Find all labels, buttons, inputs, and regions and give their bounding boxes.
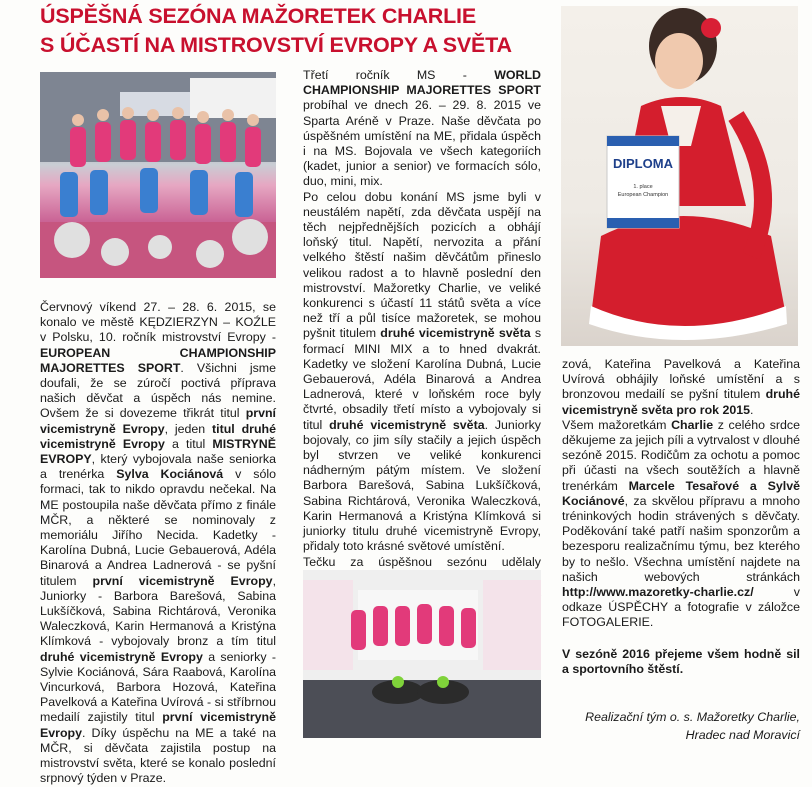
text-run: a titul (164, 436, 213, 451)
text-run: Po celou dobu konání MS jsme byli v neustálém napětí, zda děvčata uspějí na těch nejpřednějších pozicích a obhájí loňský titul. Napětí, nervozita a přání velkého štěstí našim děvčátům přineslo velikou radost a to hlavně poslední den mistrovství. Mažoretky Charlie, ve veliké konkurenci s účastí 11 států světa a více než tří a půl tisíce mažoretek, se mohou pyšnit titulem (303, 189, 541, 341)
text-run: v odkaze ÚSPĚCHY a fotografie v záložce FOTOGALERIE. (562, 585, 800, 630)
column-1-paragraph (40, 300, 276, 787)
credit-line-1: Realizační tým o. s. Mažoretky Charlie, (585, 710, 800, 724)
stage-photo (303, 570, 541, 738)
column-2-paragraph-2 (303, 190, 541, 555)
title-highlight: druhé vicemistryně světa (380, 326, 531, 341)
author-credit (562, 708, 800, 744)
diploma-champion: European Champion (617, 192, 669, 198)
text-run: zová, Kateřina Pavelková a Kateřina Uvírová obhájily loňské umístění a s bronzovou medailí se pyšní titulem (562, 357, 800, 402)
title-line-2: S ÚČASTÍ NA MISTROVSTVÍ EVROPY A SVĚTA (40, 33, 512, 57)
event-name-wc: WORLD CHAMPIONSHIP MAJORETTES SPORT (303, 68, 541, 98)
text-run: , jeden (164, 421, 213, 436)
text-run: , který vybojovala naše seniorka a trenérka (40, 452, 276, 482)
diploma-word: DIPLOMA (613, 156, 673, 171)
text-run: probíhal ve dnech 26. – 29. 8. 2015 ve Sparta Aréně v Praze. Naše děvčata po úspěšném umístění na ME, přidala úspěch i na MS. Bojovala ve všech kategoriích (kadet, junior a senior) ve formacích sólo, duo, mini, mix. (303, 98, 541, 189)
team-photo (40, 72, 276, 278)
title-highlight: MISTRYNĚ EVROPY (40, 436, 276, 467)
website-link[interactable]: http://www.mazoretky-charlie.cz/ (562, 585, 754, 600)
text-run: . (750, 402, 754, 417)
award-photo (561, 6, 798, 346)
text-run: , Juniorky - Barbora Barešová, Sabina Lukšíčková, Sabina Richtárová, Veronika Waleczková, Karin Hermanová a Kristýna Klímková - vybojovaly bronz a tím titul (40, 573, 277, 649)
award-photo-illustration (561, 6, 798, 346)
text-run: Červnový víkend 27. – 28. 6. 2015, se konalo ve městě KĘDZIERZYN – KOŹLE v Polsku, 10. ročník mistrovství Evropy - (40, 300, 276, 345)
text-run: , za skvělou přípravu a mnoho tréninkových hodin strávených s děvčaty. Poděkování také patří našim sponzorům a bezesporu realizačnímu týmu, bez kterého by to nešlo. Všechna umístění najdete na našich webových stránkách (562, 493, 800, 584)
name-highlight: Charlie (671, 417, 714, 432)
title-highlight: druhé vicemistryně světa pro rok 2015 (562, 387, 800, 417)
event-name-ec: EUROPEAN CHAMPIONSHIP MAJORETTES SPORT (40, 345, 276, 375)
text-run: . Všichni jsme doufali, že se zúročí poctivá příprava našich děvčat a úspěch nás nemine. Ovšem že si dovezeme třikrát titul (40, 360, 276, 421)
text-run: . Díky úspěchu na ME a také na MČR, si děvčata zajistila postup na mistrovství světa, které se konalo poslední srpnový týden v Praze. (40, 725, 276, 786)
credit-line-2: Hradec nad Moravicí (685, 728, 800, 742)
text-run: Všem mažoretkám (562, 417, 672, 432)
text-run: z celého srdce děkujeme za jejich píli a vytrvalost v dlouhé sezóně 2015. Rodičům za ochotu a pomoc při účasti na všech soutěžích a hlavně trenérkám (562, 417, 800, 493)
article-title (40, 2, 560, 60)
title-highlight: titul druhé vicemistryně Evropy (40, 421, 276, 451)
closing-wish: V sezóně 2016 přejeme všem hodně sil a sportovního štěstí. (562, 646, 800, 676)
article-column-1 (40, 300, 276, 787)
article-column-3 (562, 357, 800, 677)
column-2-paragraph-1 (303, 68, 541, 190)
title-highlight: první vicemistryně Evropy (92, 573, 273, 588)
column-3-paragraph-1 (562, 357, 800, 418)
article-column-2 (303, 68, 541, 615)
name-highlight: Sylva Kociánová (116, 467, 224, 482)
title-highlight: druhé vicemistryně světa (329, 417, 485, 432)
title-line-1: ÚSPĚŠNÁ SEZÓNA MAŽORETEK CHARLIE (40, 4, 476, 28)
title-highlight: první vicemistryně Evropy (40, 406, 276, 436)
diploma-place: 1. place (633, 184, 653, 190)
stage-photo-illustration (303, 570, 541, 738)
title-highlight: druhé vicemistryně Evropy (40, 649, 203, 664)
text-run: . Juniorky bojovaly, co jim síly stačily a jejich úspěch byl stvrzen ve veliké konkurenci nádherným pátým místem. Ve složení Barbora Barešová, Sabina Lukšíčková, Sabina Richtárová, Veronika Waleczková, Karin Hermanová a Kristýna Klímková si juniorky titulu druhé vicemistryně Evropy, přidaly toto krásné světové umístění. (303, 417, 541, 554)
column-2-paragraph-3: Tečku za úspěšnou sezónu udělaly (303, 554, 541, 569)
text-run: v sólo formaci, tak to nikdo opravdu nečekal. Na ME postoupila naše děvčata přímo z finále MČR, a některé se nominovaly z memoriálu Jiřího Necida. Kadetky - Karolína Dubná, Lucie Gebauerová, Adéla Binarová a Andrea Ladnerová - se pyšní titulem (40, 467, 277, 588)
text-run: a seniorky - Sylvie Kociánová, Sára Raabová, Karolína Vincurková, Barbora Hozová, Kateřina Pavelková a Kateřina Uvírová - si stříbrnou medailí zajistily titul (40, 649, 277, 725)
name-highlight: Marcele Tesařové a Sylvě Kociánové (562, 478, 801, 508)
text-run: Třetí ročník MS - (303, 68, 495, 82)
team-photo-illustration (40, 72, 276, 278)
title-highlight: první vicemistryně Evropy (40, 710, 276, 740)
column-3-paragraph-2 (562, 418, 800, 631)
text-run: s formací MINI MIX a to hned dvakrát. Kadetky ve složení Karolína Dubná, Lucie Gebauerová, Adéla Binarová a Andrea Ladnerová, které v loňském roce byly čtvrté, obsadily třetí místo a vybojovaly si titul (303, 326, 542, 432)
